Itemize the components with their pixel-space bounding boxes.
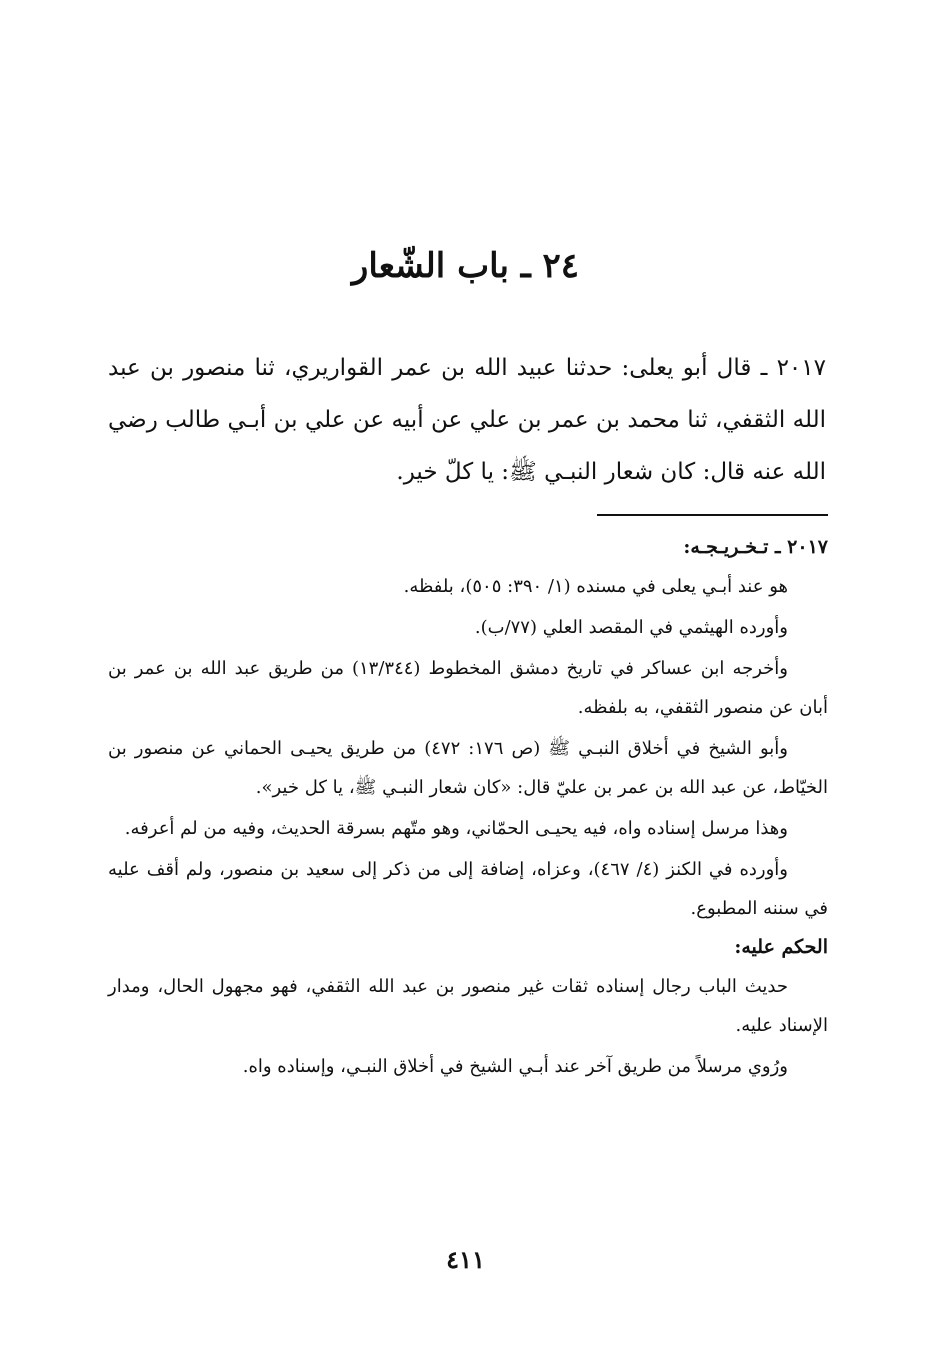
footnote-divider bbox=[597, 514, 828, 516]
footnotes-section bbox=[108, 528, 828, 1086]
takhrij-paragraph-6: وأورده في الكنز (٤/ ٤٦٧)، وعزاه، إضافة إلى من ذكر إلى سعيد بن منصور، ولم أقف عليه في سننه المطبوع. bbox=[108, 859, 828, 919]
chapter-title: ٢٤ ـ باب الشّعار bbox=[351, 246, 580, 286]
hadith-paragraph: ٢٠١٧ ـ قال أبو يعلى: حدثنا عبيد الله بن عمر القواريري، ثنا منصور بن عبد الله الثقفي، ثنا محمد بن عمر بن علي عن أبيه عن علي بن أبـي طالب رضي الله عنه قال: كان شعار النبـي ﷺ: يا كلّ خير. bbox=[108, 355, 826, 485]
takhrij-heading: ٢٠١٧ ـ تـخـريـجـه: bbox=[683, 536, 828, 558]
takhrij-paragraph-5: وهذا مرسل إسناده واه، فيه يحيـى الحمّاني، وهو متّهم بسرقة الحديث، وفيه من لم أعرفه. bbox=[124, 818, 788, 839]
takhrij-paragraph-1: هو عند أبـي يعلى في مسنده (١/ ٣٩٠: ٥٠٥)، بلفظه. bbox=[403, 576, 788, 597]
page-number: ٤١١ bbox=[446, 1245, 485, 1274]
ruling-paragraph-2: ورُوي مرسلاً من طريق آخر عند أبـي الشيخ في أخلاق النبـي، وإسناده واه. bbox=[242, 1056, 788, 1077]
takhrij-paragraph-3: وأخرجه ابن عساكر في تاريخ دمشق المخطوط (١٣/٣٤٤) من طريق عبد الله بن عمر بن أبان عن منصور الثقفي، به بلفظه. bbox=[108, 658, 828, 718]
ruling-heading: الحكم عليه: bbox=[734, 936, 828, 958]
takhrij-paragraph-2: وأورده الهيثمي في المقصد العلي (٧٧/ب). bbox=[474, 617, 788, 638]
takhrij-paragraph-4: وأبو الشيخ في أخلاق النبـي ﷺ (ص ١٧٦: ٤٧٢) من طريق يحيـى الحماني عن منصور بن الخيّاط، عن عبد الله بن عمر بن عليّ قال: «كان شعار النبـي ﷺ، يا كل خير». bbox=[108, 738, 828, 798]
hadith-main-text bbox=[108, 342, 826, 498]
ruling-paragraph-1: حديث الباب رجال إسناده ثقات غير منصور بن عبد الله الثقفي، فهو مجهول الحال، ومدار الإسناد عليه. bbox=[108, 976, 828, 1036]
